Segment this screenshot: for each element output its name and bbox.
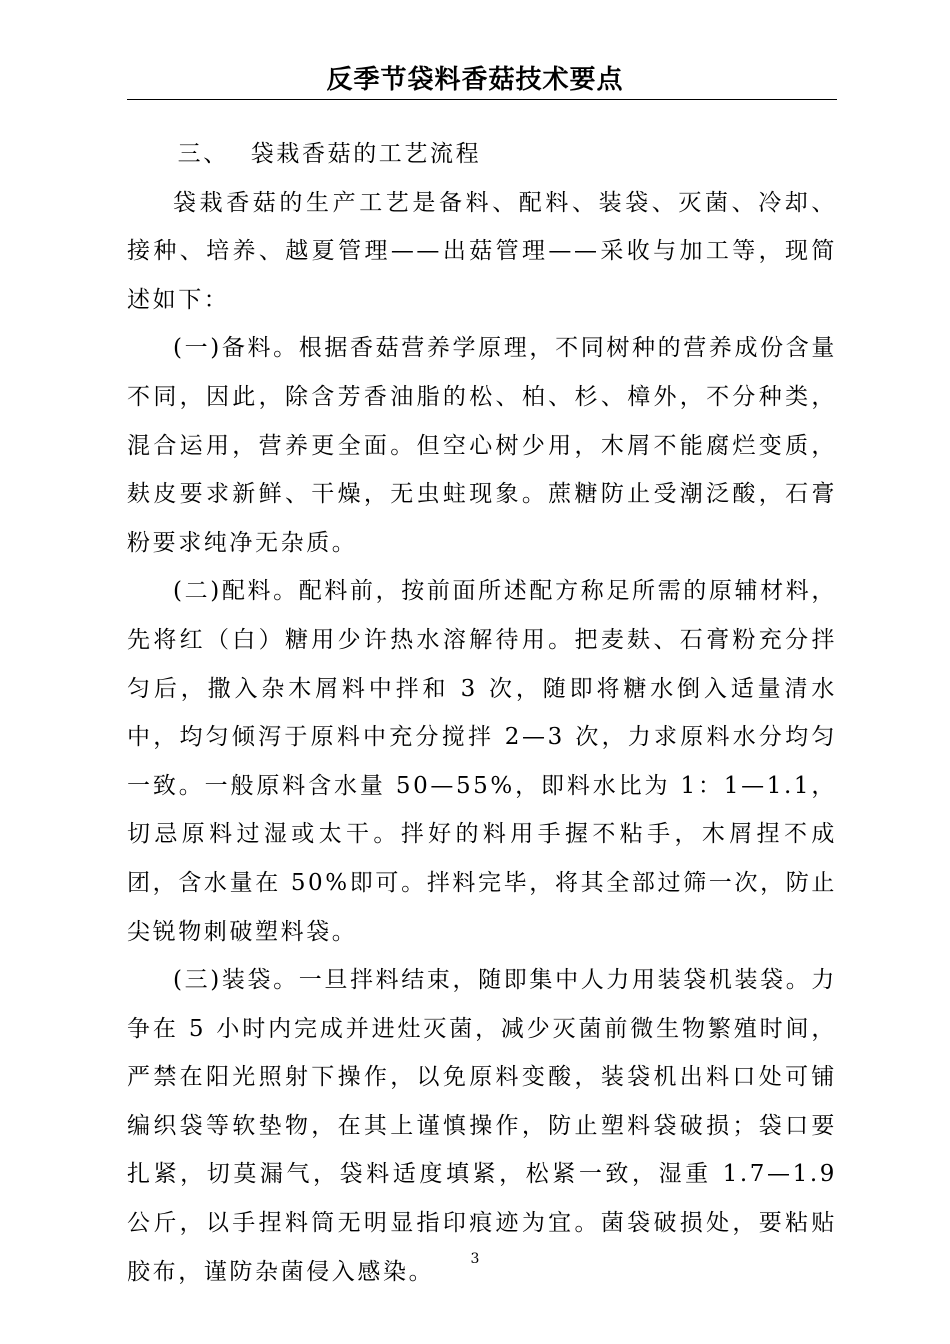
paragraph-mixing: (二)配料。配料前，按前面所述配方称足所需的原辅材料，先将红（白）糖用少许热水溶解待用。把麦麸、石膏粉充分拌匀后，撒入杂木屑料中拌和 3 次，随即将糖水倒入适量清水中，均匀倾泻于原料中充分搅拌 2—3 次，力求原料水分均匀一致。一般原料含水量 50—55%，即料水比为 1：1—1.1，切忌原料过湿或太干。拌好的料用手握不粘手，木屑捏不成团，含水量在 50%即可。拌料完毕，将其全部过筛一次，防止尖锐物刺破塑料袋。	[127, 578, 837, 945]
section-heading	[127, 130, 837, 179]
paragraph-preparation: (一)备料。根据香菇营养学原理，不同树种的营养成份含量不同，因此，除含芳香油脂的松、柏、杉、樟外，不分种类，混合运用，营养更全面。但空心树少用，木屑不能腐烂变质，麸皮要求新鲜、干燥，无虫蛀现象。蔗糖防止受潮泛酸，石膏粉要求纯净无杂质。	[127, 335, 837, 556]
section-title: 袋栽香菇的工艺流程	[250, 141, 482, 167]
section-number: 三、	[177, 141, 229, 167]
paragraph-bagging: (三)装袋。一旦拌料结束，随即集中人力用装袋机装袋。力争在 5 小时内完成并进灶灭菌，减少灭菌前微生物繁殖时间，严禁在阳光照射下操作，以免原料变酸，装袋机出料口处可铺编织袋等软垫物，在其上谨慎操作，防止塑料袋破损；袋口要扎紧，切莫漏气，袋料适度填紧，松紧一致，湿重 1.7—1.9 公斤，以手捏料筒无明显指印痕迹为宜。菌袋破损处，要粘贴胶布，谨防杂菌侵入感染。	[127, 967, 837, 1285]
page-number: 3	[470, 1251, 480, 1267]
document-body	[127, 130, 837, 1296]
page-header-title: 反季节袋料香菇技术要点	[326, 65, 624, 95]
header-divider	[127, 99, 837, 100]
paragraph-intro: 袋栽香菇的生产工艺是备料、配料、装袋、灭菌、冷却、接种、培养、越夏管理——出菇管理——采收与加工等，现简述如下：	[127, 189, 837, 313]
